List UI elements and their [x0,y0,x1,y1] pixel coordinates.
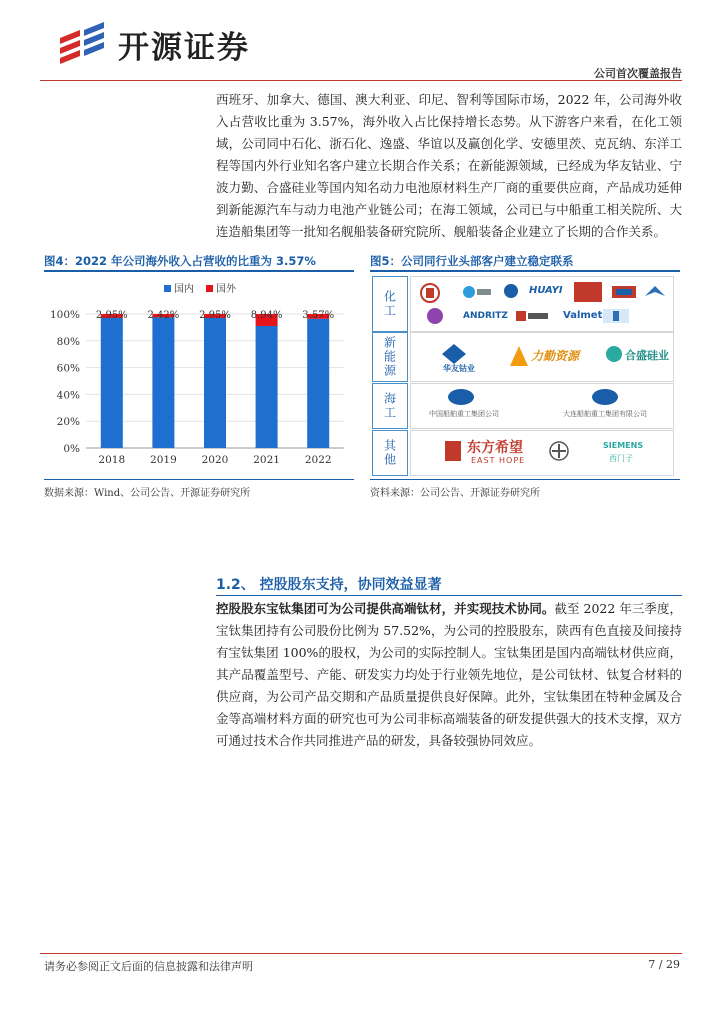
csic-logo-icon [447,388,475,406]
section-rule [216,595,682,596]
huayou-logo: 华友钴业 [443,364,475,373]
y-tick-label: 80% [56,335,80,348]
legend-label: 国外 [216,284,236,295]
data-label: 8.94% [250,310,283,322]
data-label: 2.42% [147,310,180,322]
category-chemical [372,276,408,332]
section-body: 截至 2022 年三季度，宝钛集团持有公司股份比例为 57.52%，为公司的控股股东，陕西有色直接及间接持有宝钛集团 100%的股权，为公司的实际控制人。宝钛集团是国内高端钛材供应商，其产品覆盖型号、产能、研发实力均处于行业领先地位，是公司钛材、钛复合材料的供应商，为公司产品交期和产品质量提供良好保障。此外，宝钛集团在特种金属及合金等高端材料方面的研究也可为公司非标高端装备的研发提供强大的技术支撑，双方可通过技术合作共同推进产品的研发，具备较强协同效应。 [216,601,682,748]
bar-国内-2022 [307,319,329,448]
figure5-source: 资料来源：公司公告、开源证券研究所 [370,488,540,499]
intro-paragraph: 西班牙、加拿大、德国、澳大利亚、印尼、智利等国际市场，2022 年，公司海外收入占营收比重为 3.57%，海外收入占比保持增长态势。从下游客户来看，在化工领域，公司同中石化、浙石化、逸盛、华谊以及赢创化学、安德里茨、克瓦纳、东洋工程等国内外行业知名客户建立长期合作关系；在新能源领域，已经成为华友钴业、宁波力勤、合盛硅业等国内知名动力电池原材料生产厂商的重要供应商，产品成功延伸到新能源汽车与动力电池产业链公司；在海工领域，公司已与中船重工相关院所、大连造船集团等一批知名舰船装备研究院所、舰船装备企业建立了长期的合作关系。 [216,92,682,239]
easthope-logo: 东方希望 [467,440,523,456]
figure5-caption: 图5：公司同行业头部客户建立稳定联系 [370,254,574,268]
x-tick-label: 2019 [150,454,177,466]
y-tick-label: 60% [56,362,80,375]
footer-disclaimer: 请务必参阅正文后面的信息披露和法律声明 [44,960,253,973]
andritz-logo: ANDRITZ [463,311,508,321]
report-type: 公司首次覆盖报告 [594,67,682,80]
new-energy-logos [410,332,674,382]
figure5-source-rule [370,479,680,480]
data-label: 2.95% [95,310,128,322]
bar-国内-2018 [101,318,123,448]
liqin-logo: 力勤资源 [531,349,580,363]
legend-swatch-国外 [206,285,213,292]
section-paragraph [216,598,682,752]
evonik-logo-icon [425,307,445,325]
huayi-logo: HUAYI [529,285,563,296]
category-new-energy [372,332,408,382]
section-lead: 控股股东宝钛集团可为公司提供高端钛材，并实现技术协同。 [216,601,555,616]
figure4-caption: 图4：2022 年公司海外收入占营收的比重为 3.57% [44,254,316,268]
figure4-source-rule [44,479,354,480]
bar-国内-2021 [256,326,278,448]
hoshine-logo-icon [605,345,623,363]
data-label: 2.95% [199,310,231,322]
x-tick-label: 2018 [98,454,126,466]
x-tick-label: 2021 [253,454,280,466]
y-tick-label: 20% [56,416,80,429]
red-seal-logo-icon [573,281,603,303]
dalian-shipbuilding-name: 大连船舶重工集团有限公司 [563,410,647,418]
category-marine [372,383,408,429]
csic-name: 中国船舶重工集团公司 [429,410,499,418]
liqin-logo-icon [509,345,529,367]
bar-国内-2020 [204,318,226,448]
cross-logo-icon [549,441,569,461]
hoshine-logo: 合盛硅业 [625,349,669,362]
figure5-caption-rule [370,270,680,272]
category-label: 海工 [382,392,397,420]
figure4-source: 数据来源：Wind、公司公告、开源证券研究所 [44,488,251,499]
section-title: 1.2、 控股股东支持，协同效益显著 [216,577,442,593]
footer-divider [40,953,682,954]
valmet-logo: Valmet [563,310,603,321]
y-tick-label: 40% [56,389,80,402]
data-label: 3.57% [302,310,335,322]
category-label: 其他 [382,439,397,467]
chemical-logos [410,276,674,332]
easthope-logo-icon [443,439,463,463]
hengyi-logo-icon [503,283,519,301]
y-tick-label: 100% [49,309,80,321]
legend-swatch-国内 [164,285,171,292]
bar-国内-2019 [152,317,174,448]
siemens-logo: SIEMENS [603,441,644,450]
kvaerner-logo-icon [515,307,549,325]
siemens-cn-logo: 西门子 [609,454,633,463]
x-tick-label: 2020 [201,454,229,466]
page-number: 7 / 29 [648,958,680,971]
overseas-revenue-chart [44,272,354,478]
toyo-logo-icon [601,307,631,325]
easthope-en-logo: EAST HOPE [471,456,526,465]
y-tick-label: 0% [63,443,80,455]
x-tick-label: 2022 [304,454,332,466]
category-label: 新能源 [382,336,397,378]
category-other [372,430,408,476]
category-label: 化工 [382,290,397,318]
legend-label: 国内 [174,284,194,295]
header-divider [40,80,682,81]
brand-name: 开源证券 [118,30,250,66]
dalian-shipbuilding-logo-icon [591,388,619,406]
other-logos [410,430,674,476]
marine-logos [410,383,674,429]
sinopec-logo-icon [419,283,441,303]
zpc-logo-icon [461,284,493,300]
huayou-logo-icon [441,343,467,365]
chemical-logo-icon [611,283,637,301]
eagle-logo-icon [643,282,667,302]
